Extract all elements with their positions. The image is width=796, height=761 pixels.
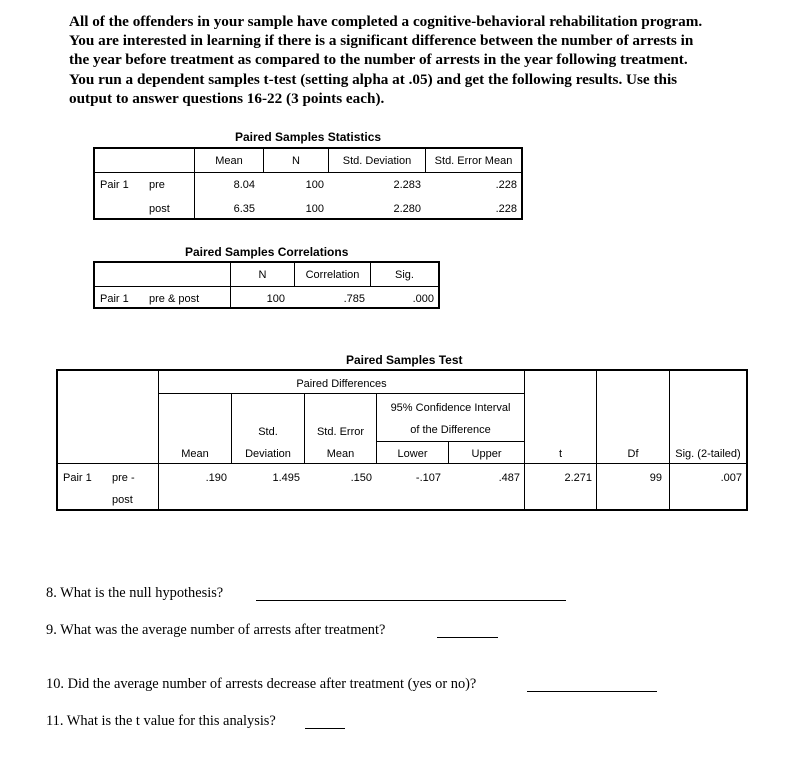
instructions-line: You are interested in learning if there is a significant difference between the number of arrests in	[69, 32, 694, 50]
ci-header-line2: of the Difference	[410, 424, 491, 436]
mean-diff-value: .190	[205, 472, 227, 484]
column-header: Mean	[181, 448, 209, 460]
mean-value: 8.04	[233, 179, 255, 191]
n-value: 100	[305, 203, 324, 215]
variable-label: post	[112, 494, 133, 506]
mean-value: 6.35	[233, 203, 255, 215]
column-header: Sig. (2-tailed)	[675, 448, 741, 460]
column-header: Sig.	[395, 269, 414, 281]
sig-value: .000	[412, 293, 434, 305]
question-text: 11. What is the t value for this analysis?	[46, 713, 276, 729]
column-header: Std.	[258, 426, 278, 438]
pair-label: Pair 1	[100, 179, 129, 191]
instructions-line: You run a dependent samples t-test (setting alpha at .05) and get the following results. Use this	[69, 70, 678, 88]
df-value: 99	[649, 472, 662, 484]
ci-header-line1: 95% Confidence Interval	[390, 402, 511, 414]
column-header: N	[258, 269, 267, 281]
n-value: 100	[305, 179, 324, 191]
column-header: Deviation	[245, 448, 291, 460]
column-header: Std. Error	[316, 426, 365, 438]
pair-label: Pair 1	[63, 472, 92, 484]
correlation-value: .785	[343, 293, 365, 305]
sig-value: .007	[720, 472, 742, 484]
question-text: 9. What was the average number of arrests after treatment?	[46, 622, 386, 638]
instructions-line: the year before treatment as compared to the number of arrests in the year following treatment.	[69, 51, 688, 69]
column-header: N	[292, 155, 300, 167]
answer-blank[interactable]	[256, 600, 566, 601]
column-header: Lower	[397, 448, 428, 460]
t-value: 2.271	[564, 472, 592, 484]
variable-label: pre -	[112, 472, 135, 484]
variable-label: post	[149, 203, 170, 215]
column-header: Mean	[215, 155, 243, 167]
ci-lower-value: -.107	[415, 472, 441, 484]
column-header: Upper	[471, 448, 502, 460]
se-value: .228	[495, 203, 517, 215]
sd-value: 1.495	[272, 472, 300, 484]
sd-value: 2.280	[393, 203, 421, 215]
variable-label: pre	[149, 179, 165, 191]
se-value: .228	[495, 179, 517, 191]
table-title: Paired Samples Statistics	[235, 130, 382, 144]
sd-value: 2.283	[393, 179, 421, 191]
column-header: Mean	[326, 448, 355, 460]
column-header: Df	[627, 448, 639, 460]
column-header: Std. Deviation	[342, 155, 412, 167]
column-header: t	[558, 448, 563, 460]
pair-label: Pair 1	[100, 293, 129, 305]
instructions-line: output to answer questions 16-22 (3 points each).	[69, 89, 385, 107]
instructions-line: All of the offenders in your sample have completed a cognitive-behavioral rehabilitation program.	[69, 13, 703, 30]
instructions-paragraph	[69, 12, 769, 108]
column-header: Std. Error Mean	[434, 155, 513, 167]
se-value: .150	[350, 472, 372, 484]
ci-upper-value: .487	[498, 472, 520, 484]
n-value: 100	[266, 293, 285, 305]
column-header: Correlation	[305, 269, 360, 281]
question-text: 8. What is the null hypothesis?	[46, 585, 224, 601]
answer-blank[interactable]	[437, 637, 498, 638]
answer-blank[interactable]	[527, 691, 657, 692]
variable-label: pre & post	[149, 293, 200, 305]
table-title: Paired Samples Correlations	[185, 245, 349, 259]
table-title: Paired Samples Test	[346, 353, 463, 367]
answer-blank[interactable]	[305, 728, 345, 729]
paired-differences-header: Paired Differences	[296, 378, 387, 390]
question-text: 10. Did the average number of arrests decrease after treatment (yes or no)?	[46, 676, 477, 692]
